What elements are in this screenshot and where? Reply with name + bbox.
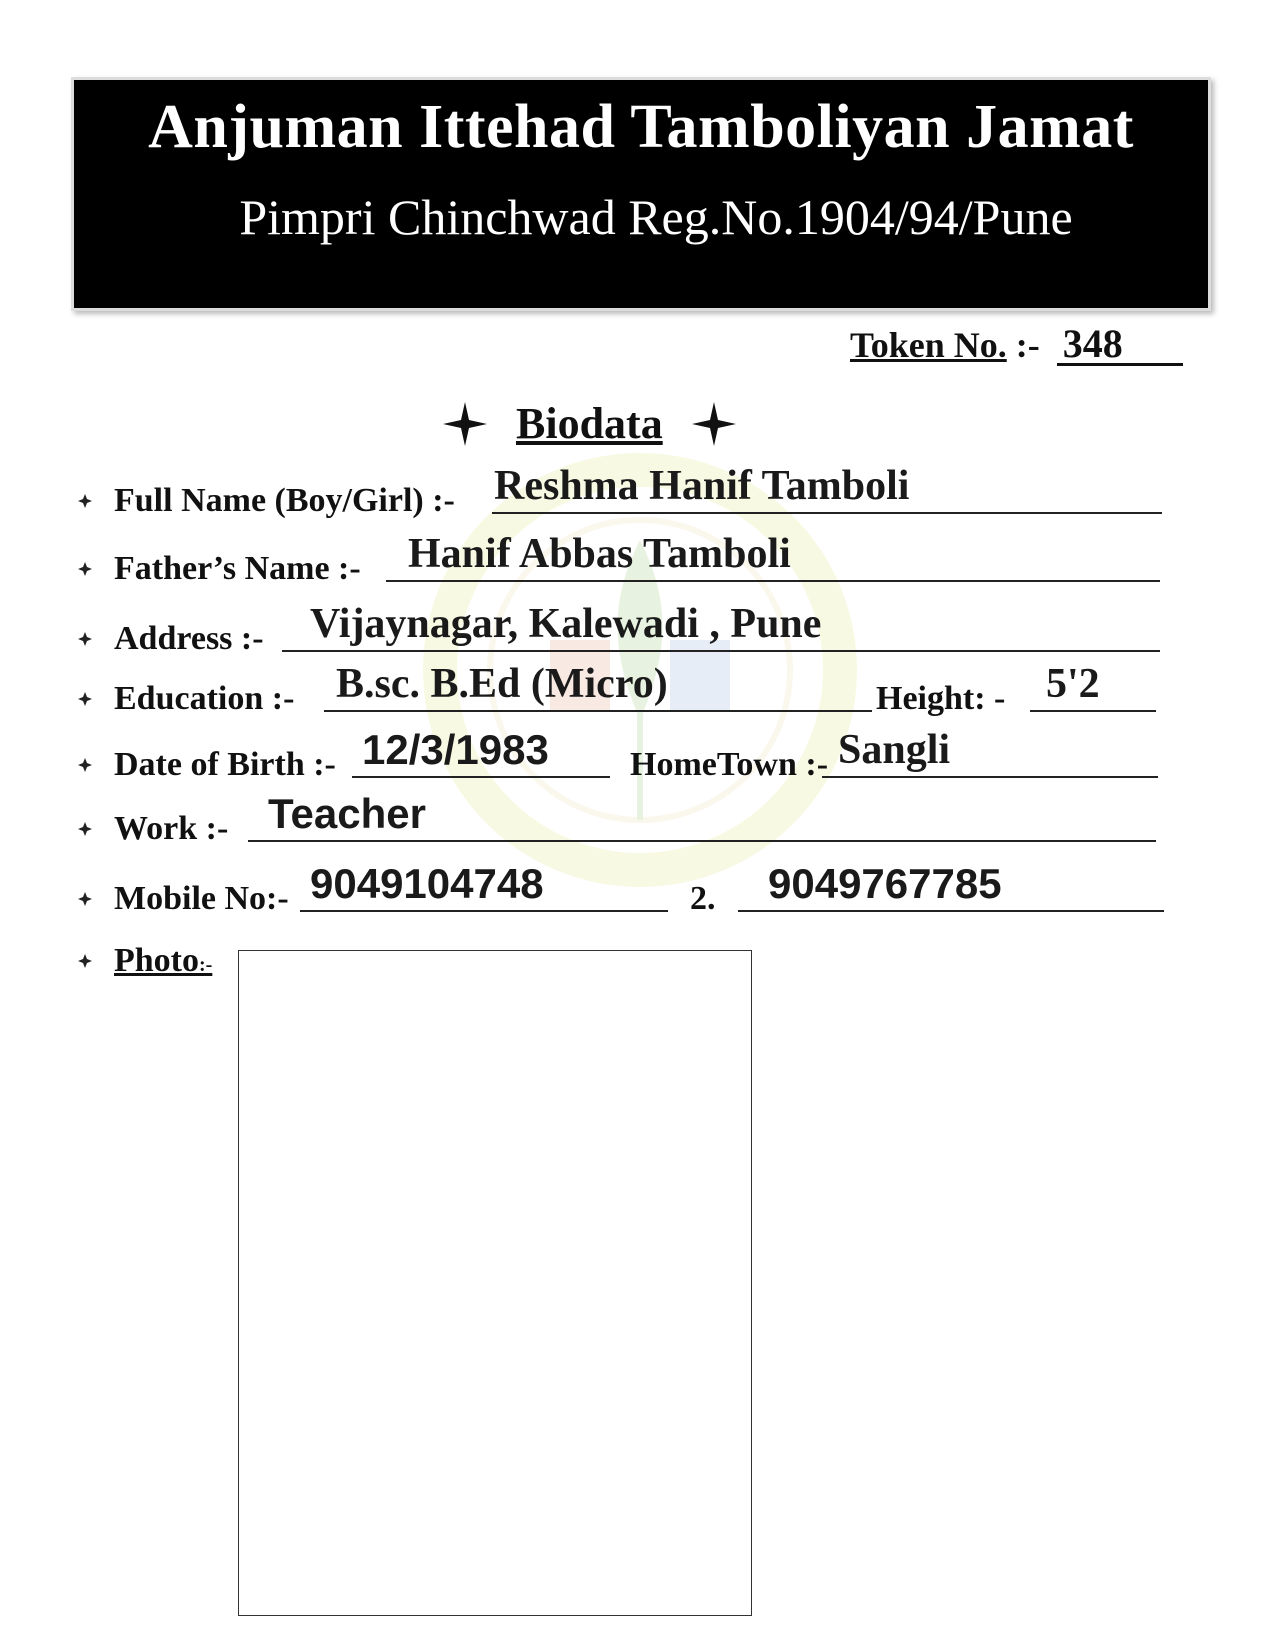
token-label: Token No.: [850, 325, 1007, 365]
four-point-star-icon: [689, 399, 739, 449]
father-name-value: Hanif Abbas Tamboli: [408, 531, 791, 577]
father-name-label: Father’s Name :-: [114, 550, 361, 587]
biodata-title: [440, 398, 739, 449]
diamond-bullet-icon: [78, 822, 92, 836]
mobile-label: Mobile No:-: [114, 880, 289, 917]
diamond-bullet-icon: [78, 632, 92, 646]
photo-label: [114, 942, 212, 980]
token-number: [850, 321, 1183, 366]
field-work: [78, 790, 1178, 850]
hometown-line: [822, 776, 1158, 778]
diamond-bullet-icon: [78, 692, 92, 706]
father-name-line: [386, 580, 1160, 582]
header-banner: [74, 80, 1208, 308]
height-label: Height: -: [876, 680, 1006, 717]
diamond-bullet-icon: [78, 954, 92, 968]
mobile-value: 9049104748: [310, 860, 544, 907]
field-father-name: [78, 531, 1178, 590]
photo-label-suffix: :-: [199, 954, 213, 976]
mobile-line: [300, 910, 668, 912]
field-address: [78, 601, 1178, 660]
token-separator: :-: [1015, 325, 1040, 365]
height-line: [1030, 710, 1156, 712]
four-point-star-icon: [440, 399, 490, 449]
photo-label-text: Photo: [114, 942, 199, 979]
hometown-label: HomeTown :-: [630, 746, 829, 783]
address-value: Vijaynagar, Kalewadi , Pune: [310, 601, 822, 647]
registration-subtitle: Pimpri Chinchwad Reg.No.1904/94/Pune: [239, 189, 1073, 245]
mobile-second-label: 2.: [690, 880, 716, 917]
full-name-label: Full Name (Boy/Girl) :-: [114, 482, 455, 519]
height-value: 5'2: [1046, 661, 1100, 707]
education-line: [324, 710, 872, 712]
field-full-name: [78, 463, 1178, 522]
dob-value: 12/3/1983: [362, 726, 549, 773]
dob-line: [352, 776, 610, 778]
education-label: Education :-: [114, 680, 295, 717]
mobile-second-line: [738, 910, 1164, 912]
full-name-line: [492, 512, 1162, 514]
education-value: B.sc. B.Ed (Micro): [336, 661, 668, 707]
address-line: [282, 650, 1160, 652]
field-dob: [78, 726, 1178, 786]
work-label: Work :-: [114, 810, 229, 847]
token-value: 348: [1057, 325, 1183, 366]
field-mobile: [78, 860, 1178, 920]
dob-label: Date of Birth :-: [114, 746, 336, 783]
organization-name: Anjuman Ittehad Tamboliyan Jamat: [148, 93, 1134, 161]
diamond-bullet-icon: [78, 892, 92, 906]
biodata-heading: Biodata: [516, 399, 663, 448]
work-line: [248, 840, 1156, 842]
field-education: [78, 661, 1178, 720]
diamond-bullet-icon: [78, 562, 92, 576]
photo-box: [238, 950, 752, 1616]
work-value: Teacher: [268, 790, 426, 837]
diamond-bullet-icon: [78, 758, 92, 772]
address-label: Address :-: [114, 620, 264, 657]
diamond-bullet-icon: [78, 494, 92, 508]
full-name-value: Reshma Hanif Tamboli: [494, 463, 910, 509]
mobile-second-value: 9049767785: [768, 860, 1002, 907]
hometown-value: Sangli: [838, 727, 951, 773]
